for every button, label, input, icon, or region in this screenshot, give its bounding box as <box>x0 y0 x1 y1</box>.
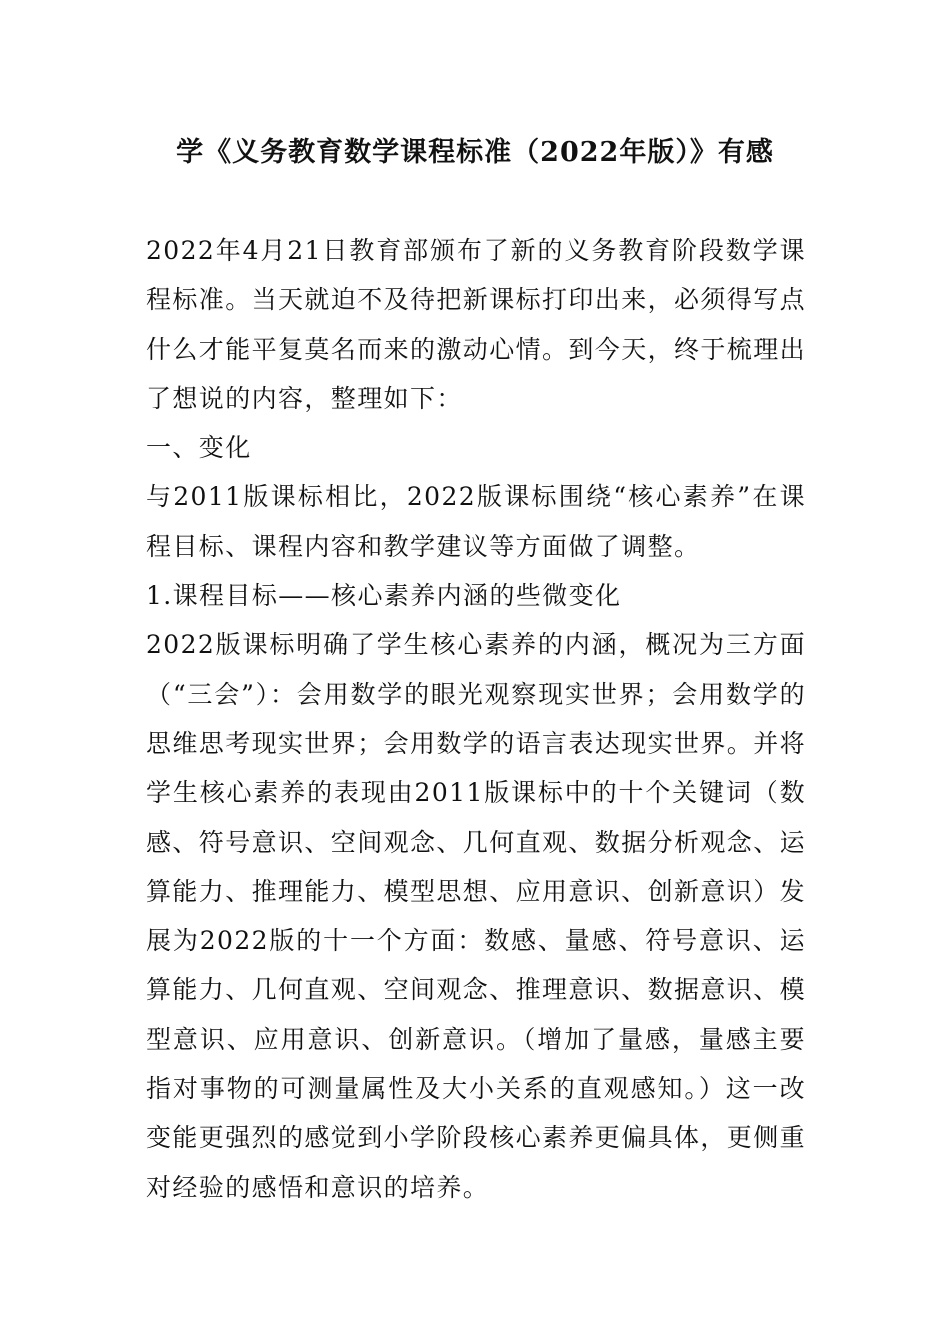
paragraph-comparison: 与2011版课标相比，2022版课标围绕“核心素养”在课程目标、课程内容和教学建议等方面做了调整。 <box>146 482 806 561</box>
section-heading-changes: 一、变化 <box>146 433 252 463</box>
document-title: 学《义务教育数学课程标准（2022年版）》有感 <box>176 137 774 168</box>
paragraph-intro: 2022年4月21日教育部颁布了新的义务教育阶段数学课程标准。当天就迫不及待把新课标打印出来，必须得写点什么才能平复莫名而来的激动心情。到今天，终于梳理出了想说的内容，整理如下： <box>146 236 807 413</box>
document-body <box>146 226 806 1212</box>
subsection-heading-goals: 1.课程目标——核心素养内涵的些微变化 <box>146 581 622 611</box>
paragraph-core-literacy: 2022版课标明确了学生核心素养的内涵，概况为三方面（“三会”）：会用数学的眼光观察现实世界；会用数学的思维思考现实世界；会用数学的语言表达现实世界。并将学生核心素养的表现由2011版课标中的十个关键词（数感、符号意识、空间观念、几何直观、数据分析观念、运算能力、推理能力、模型思想、应用意识、创新意识）发展为2022版的十一个方面：数感、量感、符号意识、运算能力、几何直观、空间观念、推理意识、数据意识、模型意识、应用意识、创新意识。（增加了量感，量感主要指对事物的可测量属性及大小关系的直观感知。）这一改变能更强烈的感觉到小学阶段核心素养更偏具体，更侧重对经验的感悟和意识的培养。 <box>146 630 807 1202</box>
